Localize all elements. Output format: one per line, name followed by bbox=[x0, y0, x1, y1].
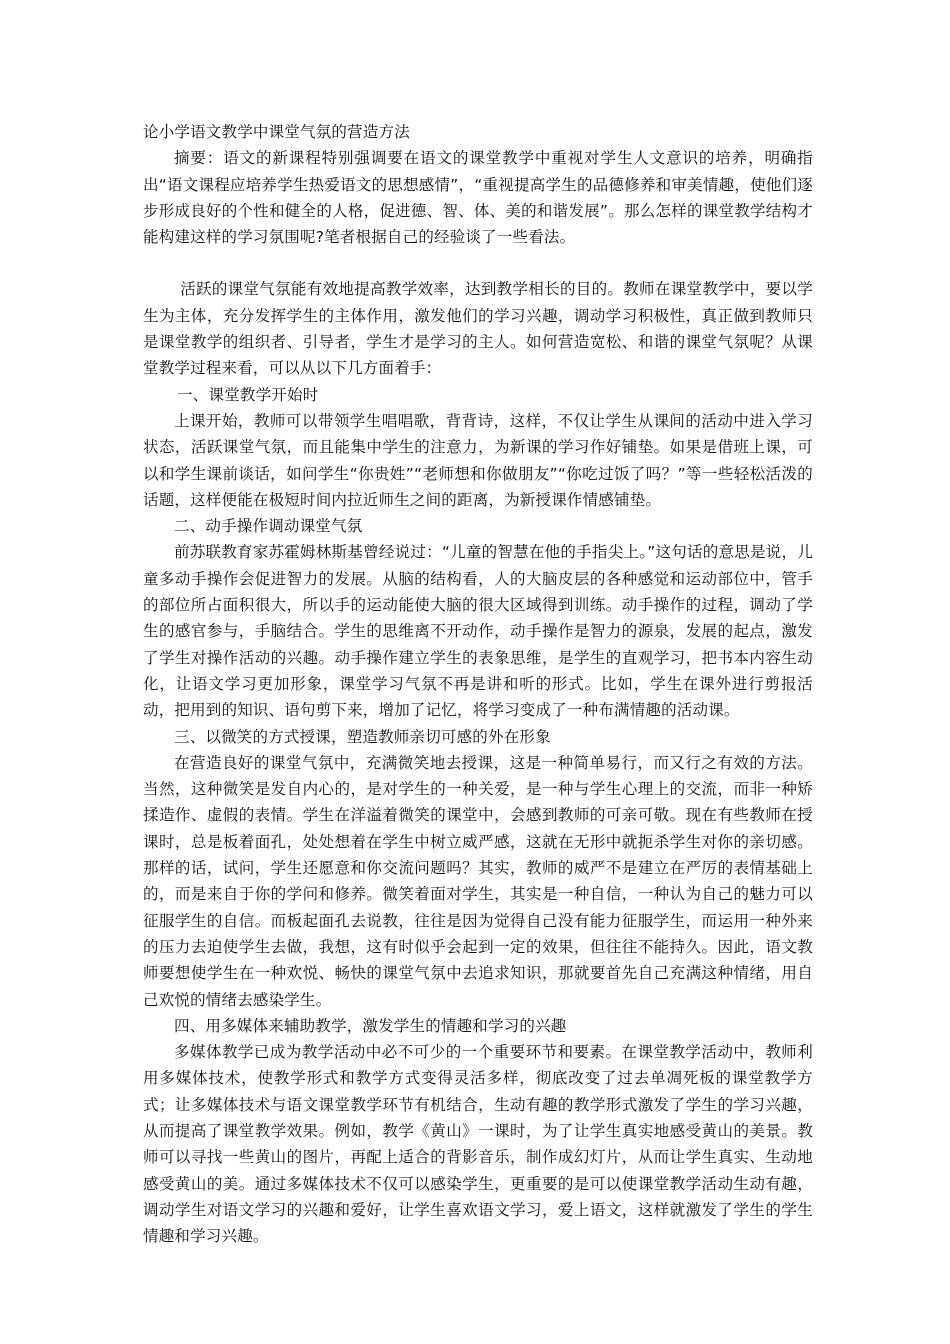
document-title: 论小学语文教学中课堂气氛的营造方法 bbox=[143, 123, 410, 141]
section-body-3: 在营造良好的课堂气氛中，充满微笑地去授课，这是一种简单易行，而又行之有效的方法。当然，这种微笑是发自内心的，是对学生的一种关爱，是一种与学生心理上的交流，而非一种矫揉造作、虚假的表情。学生在洋溢着微笑的课堂中，会感到教师的可亲可敬。现在有些教师在授课时，总是板着面孔，处处想着在学生中树立威严感，这就在无形中就扼杀学生对你的亲切感。那样的话，试问，学生还愿意和你交流问题吗？其实，教师的威严不是建立在严厉的表情基础上的，而是来自于你的学问和修养。微笑着面对学生，其实是一种自信，一种认为自己的魅力可以征服学生的自信。而板起面孔去说教，往往是因为觉得自己没有能力征服学生，而运用一种外来的压力去迫使学生去做，我想，这有时似乎会起到一定的效果，但往往不能持久。因此，语文教师要想使学生在一种欢悦、畅快的课堂气氛中去追求知识，那就要首先自己充满这种情绪，用自己欢悦的情绪去感染学生。 bbox=[143, 753, 813, 1009]
paragraph-gap bbox=[143, 250, 813, 276]
section-heading-2: 二、动手操作调动课堂气氛 bbox=[174, 517, 363, 536]
abstract-paragraph: 摘要：语文的新课程特别强调要在语文的课堂教学中重视对学生人文意识的培养，明确指出“语文课程应培养学生热爱语文的思想感情”，“重视提高学生的品德修养和审美情趣，使他们逐步形成良好的个性和健全的人格，促进德、智、体、美的和谐发展”。那么怎样的课堂教学结构才能构建这样的学习氛围呢?笔者根据自己的经验谈了一些看法。 bbox=[143, 149, 813, 247]
section-heading-1: 一、课堂教学开始时 bbox=[177, 385, 319, 404]
section-heading-4: 四、用多媒体来辅助教学，激发学生的情趣和学习的兴趣 bbox=[174, 1016, 567, 1035]
section-body-4: 多媒体教学已成为教学活动中必不可少的一个重要环节和要素。在课堂教学活动中，教师利用多媒体技术，使教学形式和教学方式变得灵活多样，彻底改变了过去单凋死板的课堂教学方式；让多媒体技术与语文课堂教学环节有机结合，生动有趣的教学形式激发了学生的学习兴趣，从而提高了课堂教学效果。例如，教学《黄山》一课时，为了让学生真实地感受黄山的美景。教师可以寻找一些黄山的图片，再配上适合的背影音乐，制作成幻灯片，从而让学生真实、生动地感受黄山的美。通过多媒体技术不仅可以感染学生，更重要的是可以使课堂教学活动生动有趣，调动学生对语文学习的兴趣和爱好，让学生喜欢语文学习，爱上语文，这样就激发了学生的学生情趣和学习兴趣。 bbox=[143, 1043, 813, 1246]
document-body bbox=[143, 119, 813, 1249]
section-body-1: 上课开始，教师可以带领学生唱唱歌，背背诗，这样，不仅让学生从课间的活动中进入学习状态，活跃课堂气氛，而且能集中学生的注意力，为新课的学习作好铺垫。如果是借班上课，可以和学生课前谈话，如问学生“你贵姓”“老师想和你做朋友”“你吃过饭了吗？”等一些轻松活泼的话题，这样便能在极短时间内拉近师生之间的距离，为新授课作情感铺垫。 bbox=[143, 411, 813, 509]
intro-paragraph: 活跃的课堂气氛能有效地提高教学效率，达到教学相长的目的。教师在课堂教学中，要以学生为主体，充分发挥学生的主体作用，激发他们的学习兴趣，调动学习积极性，真正做到教师只是课堂教学的组织者、引导者，学生才是学习的主人。如何营造宽松、和谐的课堂气氛呢？从课堂教学过程来看，可以从以下几方面着手： bbox=[143, 280, 813, 378]
section-heading-3: 三、以微笑的方式授课，塑造教师亲切可感的外在形象 bbox=[174, 727, 551, 746]
section-body-2: 前苏联教育家苏霍姆林斯基曾经说过：“儿童的智慧在他的手指尖上。”这句话的意思是说，儿童多动手操作会促进智力的发展。从脑的结构看，人的大脑皮层的各种感觉和运动部位中，管手的部位所占面积很大，所以手的运动能使大脑的很大区域得到训练。动手操作的过程，调动了学生的感官参与，手脑结合。学生的思维离不开动作，动手操作是智力的源泉，发展的起点，激发了学生对操作活动的兴趣。动手操作建立学生的表象思维，是学生的直观学习，把书本内容生动化，让语文学习更加形象，课堂学习气氛不再是讲和听的形式。比如，学生在课外进行剪报活动，把用到的知识、语句剪下来，增加了记忆，将学习变成了一种布满情趣的活动课。 bbox=[143, 543, 813, 720]
